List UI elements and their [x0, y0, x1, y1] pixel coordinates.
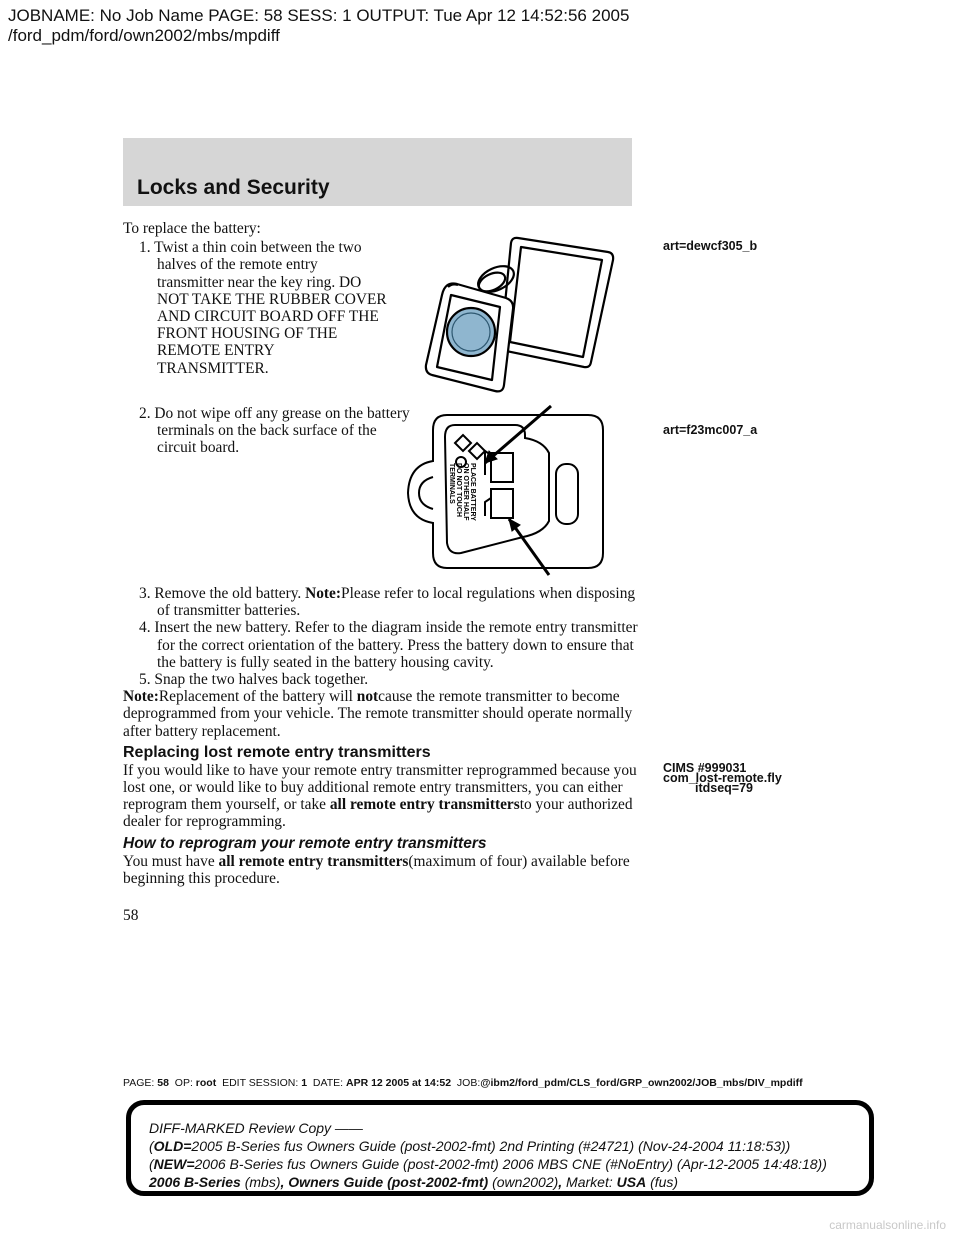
diff-new-label: NEW= — [153, 1156, 195, 1172]
art-label-1: art=dewcf305_b — [663, 239, 758, 253]
lost-paragraph — [123, 762, 638, 831]
diagram-text-4: TERMINALS — [448, 463, 455, 504]
footer-edit: 1 — [301, 1077, 308, 1089]
diff-old-label: OLD= — [153, 1138, 192, 1154]
note-not: not — [356, 688, 379, 706]
diff-market: USA — [616, 1174, 647, 1190]
reprogram-heading: How to reprogram your remote entry transmitters — [123, 834, 487, 852]
diagram-text-1: PLACE BATTERY — [469, 463, 476, 521]
step-3-prefix: 3. Remove the old battery. — [139, 585, 306, 602]
cims-label — [663, 762, 782, 795]
note-text-1: Replacement of the battery will — [158, 688, 357, 706]
diff-old-line: (OLD=2005 B-Series fus Owners Guide (post-2002-fmt) 2nd Printing (#24721) (Nov-24-2004 11:18:53)) — [149, 1138, 791, 1154]
section-title: Locks and Security — [137, 176, 330, 199]
page-number: 58 — [123, 907, 139, 925]
lost-bold: all remote entry transmitters — [329, 796, 520, 814]
diff-title: DIFF-MARKED Review Copy —— — [149, 1120, 363, 1136]
diff-market-label: Market: — [566, 1174, 613, 1190]
diagram-text-2: ON OTHER HALF — [462, 463, 469, 521]
step-3-text: Please refer to local regulations when disposing of transmitter batteries. — [157, 585, 636, 620]
step-4: 4. Insert the new battery. Refer to the diagram inside the remote entry transmitter for the correct orientation of the battery. Press the battery down to ensure that the battery is fully seated in the battery housing cavity. — [139, 619, 638, 671]
step-2: 2. Do not wipe off any grease on the battery terminals on the back surface of the circuit board. — [139, 405, 410, 457]
footer-op: root — [195, 1077, 217, 1089]
footer-op-label: OP: — [174, 1077, 193, 1089]
reprogram-text-2: (maximum of four) available before beginning this procedure. — [123, 852, 630, 887]
diff-review-box — [126, 1100, 874, 1196]
footer-job-info — [123, 1077, 803, 1089]
diff-old-text: 2005 B-Series fus Owners Guide (post-2002-fmt) 2nd Printing (#24721) (Nov-24-2004 11:18:53)) — [191, 1138, 791, 1154]
note-paragraph — [123, 688, 638, 740]
intro-text: To replace the battery: — [123, 220, 261, 237]
footer-date: APR 12 2005 at 14:52 — [346, 1077, 452, 1089]
job-header — [8, 6, 629, 46]
section-header-bar — [123, 138, 632, 206]
step-3 — [131, 585, 638, 619]
diagram-text-3: DO NOT TOUCH — [455, 463, 462, 517]
diff-new-text: 2006 B-Series fus Owners Guide (post-2002-fmt) 2006 MBS CNE (#NoEntry) (Apr-12-2005 14:48:18)) — [194, 1156, 827, 1172]
diff-guide-code: (own2002) — [492, 1174, 559, 1190]
lower-text-column — [123, 585, 638, 924]
watermark: carmanualsonline.info — [829, 1218, 946, 1232]
footer-page: 58 — [157, 1077, 169, 1089]
keyfob-illustration — [420, 225, 615, 397]
cims-line-2: com_lost-remote.fly — [663, 771, 782, 785]
upper-text-column — [123, 220, 410, 457]
diff-market-code: (fus) — [650, 1174, 679, 1190]
lost-text-2: to your authorized dealer for reprogramming. — [123, 796, 633, 831]
diff-guide: Owners Guide (post-2002-fmt) — [288, 1174, 489, 1190]
footer-date-label: DATE: — [312, 1077, 344, 1089]
lost-heading: Replacing lost remote entry transmitters — [123, 743, 431, 761]
job-header-line2: /ford_pdm/ford/own2002/mbs/mpdiff — [8, 26, 280, 45]
step-3-note-label: Note: — [305, 585, 342, 602]
diff-series: 2006 B-Series — [149, 1174, 241, 1190]
footer-page-label: PAGE: — [123, 1077, 155, 1089]
step-1: 1. Twist a thin coin between the two halves of the remote entry transmitter near the key ring. DO NOT TAKE THE RUBBER COVER AND CIRCUIT BOARD OFF THE FRONT HOUSING OF THE REMOTE ENTRY TRANSMITTER. — [139, 239, 387, 377]
cims-line-1: CIMS #999031 — [663, 761, 747, 775]
cims-line-3: itdseq=79 — [695, 781, 754, 795]
footer-job-label: JOB: — [456, 1077, 481, 1089]
lost-text-1: If you would like to have your remote entry transmitter reprogrammed because you lost one, or would like to buy additional remote entry transmitters, you can either reprogram them yourself, or take — [123, 761, 637, 814]
footer-job: @ibm2/ford_pdm/CLS_ford/GRP_own2002/JOB_mbs/DIV_mpdiff — [480, 1077, 803, 1089]
reprogram-text-1: You must have — [123, 852, 219, 870]
diff-meta-line: 2006 B-Series (mbs), Owners Guide (post-2002-fmt) (own2002), Market: USA (fus) — [149, 1174, 679, 1190]
footer-edit-label: EDIT SESSION: — [222, 1077, 299, 1089]
art-label-2: art=f23mc007_a — [663, 423, 758, 437]
note-text-2: cause the remote transmitter to become deprogrammed from your vehicle. The remote transmitter should operate normally after battery replacement. — [123, 688, 633, 740]
reprogram-paragraph — [123, 853, 638, 887]
diff-series-code: (mbs) — [244, 1174, 281, 1190]
reprogram-bold: all remote entry transmitters — [218, 852, 409, 870]
note-label: Note: — [123, 688, 159, 706]
diff-new-line: (NEW=2006 B-Series fus Owners Guide (post-2002-fmt) 2006 MBS CNE (#NoEntry) (Apr-12-2005 14:48:18)) — [149, 1156, 827, 1172]
battery-housing-diagram — [403, 403, 608, 581]
step-5: 5. Snap the two halves back together. — [139, 671, 369, 689]
job-header-line1: JOBNAME: No Job Name PAGE: 58 SESS: 1 OUTPUT: Tue Apr 12 14:52:56 2005 — [8, 6, 630, 25]
